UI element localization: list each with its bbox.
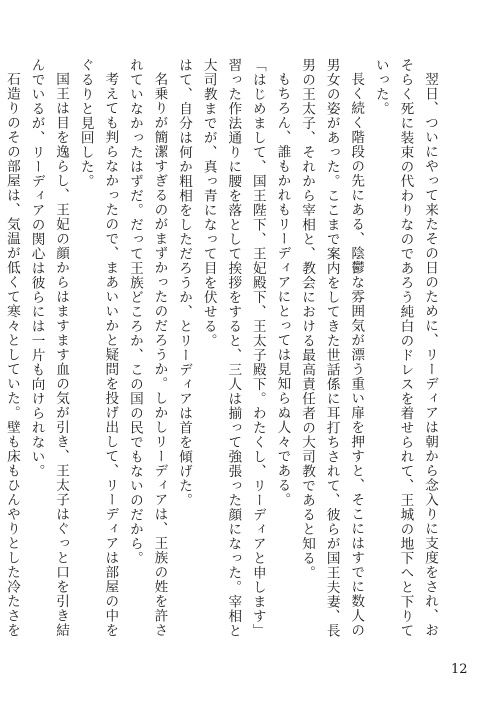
page-number: 12 [451,662,468,677]
paragraph: 考えても判らなかったので、まあいいかと疑問を投げ出して、リーディアは部屋の中をぐるりと見回した。 [77,58,119,638]
paragraph: 長く続く階段の先にある、陰鬱な雰囲気が漂う重い扉を押すと、そこにはすでに数人の男女の姿があった。ここまで案内をしてきた世話係に耳打ちされて、彼らが国王夫妻、長男の王太子、それから宰相と、教会における最高責任者の大司教であると知る。 [299,58,365,638]
paragraph: はて、自分は何か粗相をしただろうか、とリーディアは首を傾げた。 [176,58,193,508]
paragraph: 翌日、ついにやって来たその日のために、リーディアは朝から念入りに支度をされ、おそらく死に装束の代わりなのであろう純白のドレスを着せられて、王城の地下へと下りていった。 [372,58,438,638]
paragraph: 石造りのその部屋は、気温が低くて寒々としていた。壁も床もひんやりとした冷たさを [3,71,20,638]
vertical-text-block [3,58,442,638]
paragraph: もちろん、誰もかれもリーディアにとっては見知らぬ人々である。 [274,71,291,507]
paragraph: 習った作法通りに腰を落として挨拶をすると、三人は揃って強張った顔になった。宰相と大司教までが、真っ青になって目を伏せる。 [200,58,242,638]
paragraph: 名乗りが簡潔すぎるのがまずかったのだろうか。しかしリーディアは、王族の姓を許されていなかったはずだ。だって王族どころか、この国の民でもないのだから。 [126,58,168,638]
paragraph: 国王は目を逸らし、王妃の顔からはますます血の気が引き、王太子はぐっと口を引き結んでいるが、リーディアの関心は彼らには一片も向けられない。 [28,58,70,638]
dialogue-line: 「はじめまして、国王陛下、王妃殿下、王太子殿下。わたくし、リーディアと申します」 [249,58,266,638]
